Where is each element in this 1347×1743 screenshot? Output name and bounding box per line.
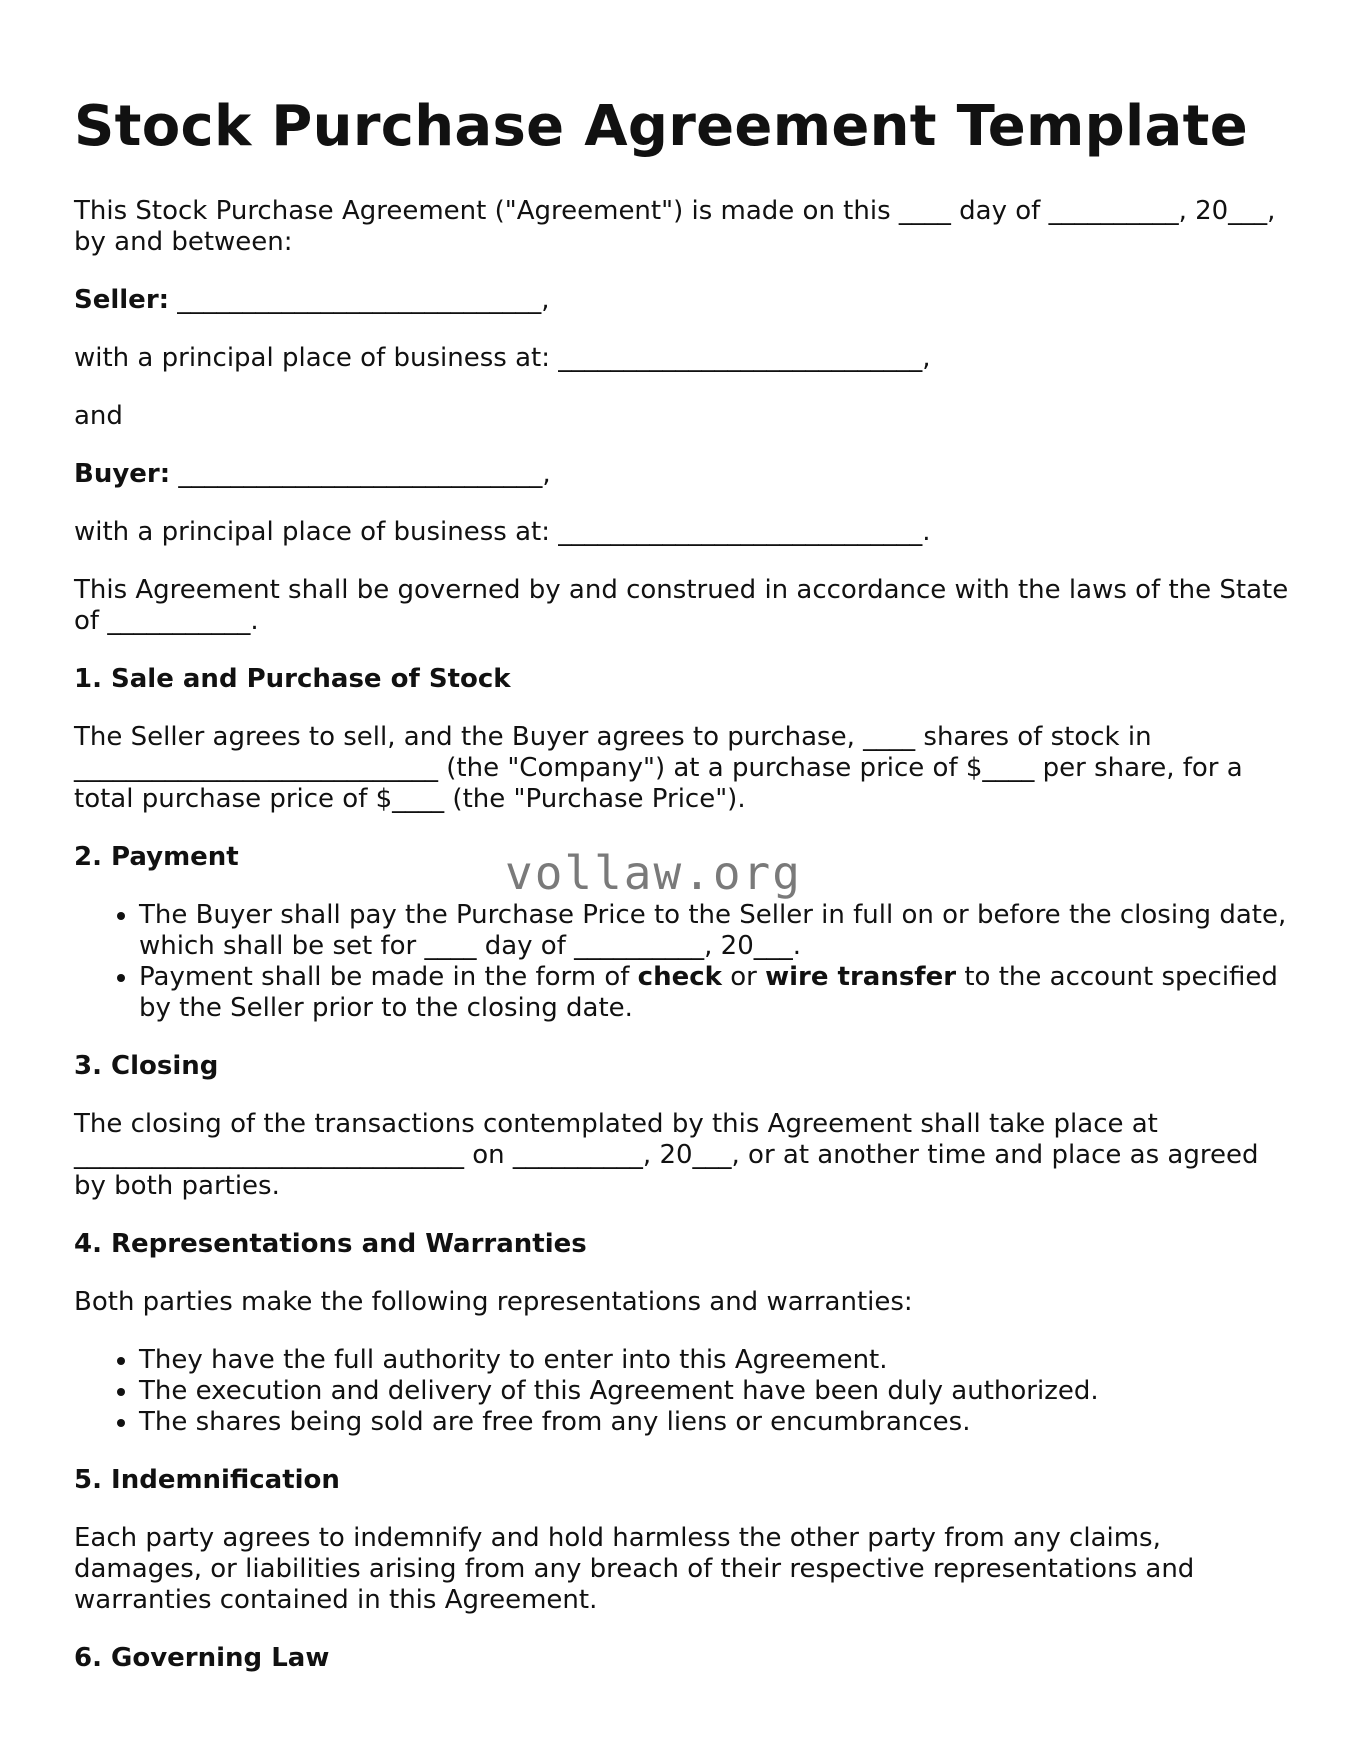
- document-title: Stock Purchase Agreement Template: [74, 94, 1248, 159]
- seller-address: with a principal place of business at: ____________________________,: [74, 343, 931, 373]
- section-3-body: The closing of the transactions contemplated by this Agreement shall take place at ______________________________ on __________, 20___, or at another time and place as agreed by both parties.: [74, 1109, 1259, 1201]
- payment-item: • Payment shall be made in the form of check or wire transfer to the account specified by the Seller prior to the closing date.: [139, 962, 1294, 1024]
- and-text: and: [74, 401, 123, 431]
- section-4-intro: Both parties make the following representations and warranties:: [74, 1287, 913, 1317]
- seller-line: [74, 285, 1294, 316]
- payment-list: [74, 900, 1294, 1024]
- section-1-body: The Seller agrees to sell, and the Buyer agrees to purchase, ____ shares of stock in ____________________________ (the "Company") at a purchase price of $____ per share, for a total purchase price of $____ (the "Purchase Price").: [74, 722, 1243, 814]
- document-page: [74, 0, 1294, 1674]
- warranty-item: • The shares being sold are free from any liens or encumbrances.: [139, 1407, 1294, 1438]
- buyer-blank: ____________________________,: [170, 459, 551, 489]
- governing-intro: This Agreement shall be governed by and construed in accordance with the laws of the State of ___________.: [74, 575, 1289, 636]
- warranty-item: • They have the full authority to enter into this Agreement.: [139, 1345, 1294, 1376]
- intro-paragraph: This Stock Purchase Agreement ("Agreement") is made on this ____ day of __________, 20___, by and between:: [74, 196, 1276, 257]
- section-3-heading: 3. Closing: [74, 1051, 219, 1081]
- section-4-heading: 4. Representations and Warranties: [74, 1229, 587, 1259]
- section-5-heading: 5. Indemnification: [74, 1465, 340, 1495]
- warranties-list: [74, 1345, 1294, 1438]
- warranty-item: • The execution and delivery of this Agreement have been duly authorized.: [139, 1376, 1294, 1407]
- section-5-body: Each party agrees to indemnify and hold harmless the other party from any claims, damages, or liabilities arising from any breach of their respective representations and warranties contained in this Agreement.: [74, 1523, 1195, 1615]
- buyer-address: with a principal place of business at: ____________________________.: [74, 517, 931, 547]
- wire-transfer-term: wire transfer: [765, 962, 957, 992]
- seller-label: Seller:: [74, 285, 170, 315]
- seller-blank: ____________________________,: [169, 285, 550, 315]
- buyer-line: [74, 459, 1294, 490]
- section-6-heading: 6. Governing Law: [74, 1643, 330, 1673]
- watermark: vollaw.org: [505, 846, 802, 900]
- buyer-label: Buyer:: [74, 459, 171, 489]
- section-2-heading: 2. Payment: [74, 842, 239, 872]
- check-term: check: [637, 962, 722, 992]
- section-1-heading: 1. Sale and Purchase of Stock: [74, 664, 511, 694]
- payment-item: • The Buyer shall pay the Purchase Price to the Seller in full on or before the closing date, which shall be set for ____ day of __________, 20___.: [139, 900, 1294, 962]
